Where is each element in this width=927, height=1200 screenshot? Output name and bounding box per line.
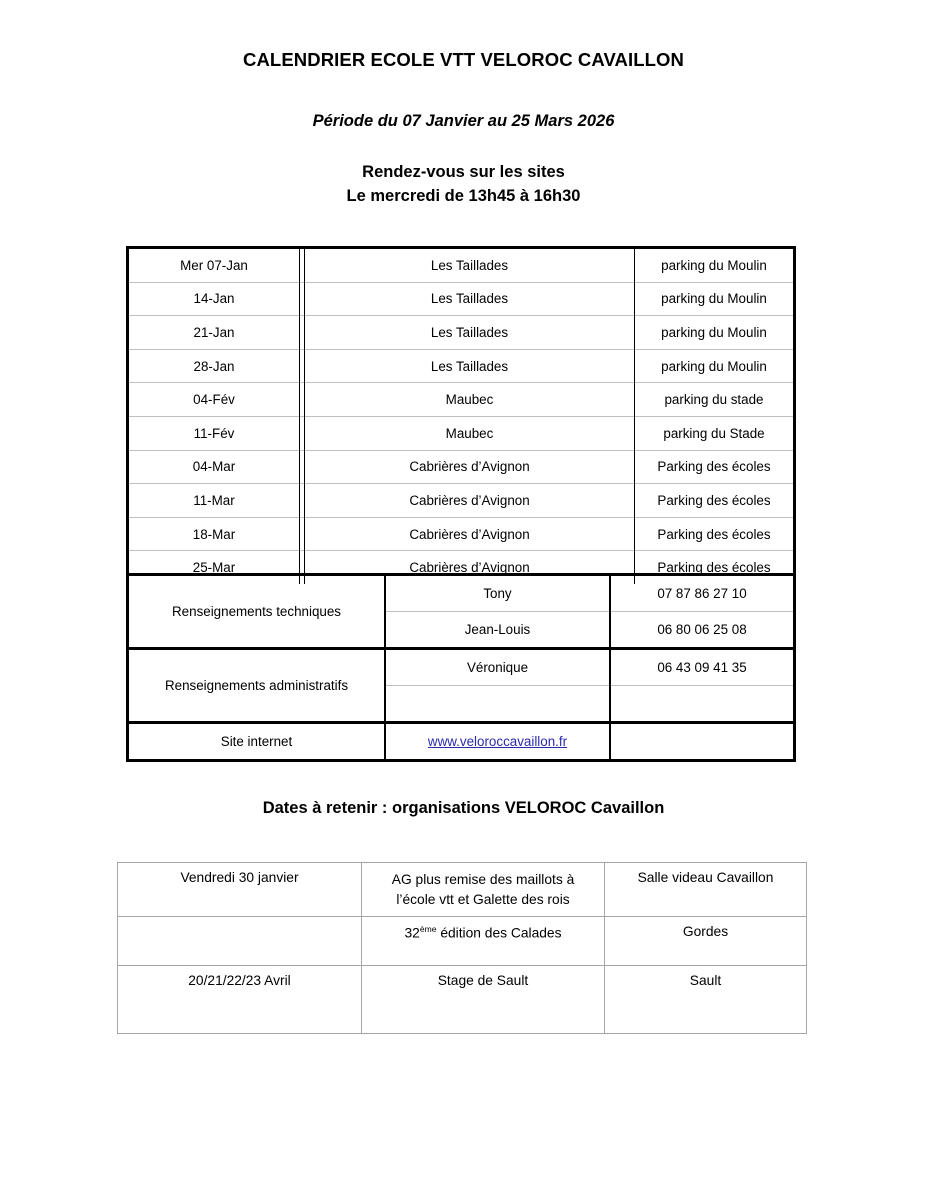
schedule-parking: Parking des écoles [635, 517, 794, 551]
schedule-place: Les Taillades [305, 282, 635, 316]
website-label: Site internet [129, 723, 385, 760]
contacts-technical-label: Renseignements techniques [129, 576, 385, 649]
table-row [129, 349, 793, 383]
meeting-info [0, 160, 927, 209]
event-description: Stage de Sault [362, 966, 605, 1034]
contact-name: Tony [385, 576, 610, 612]
contact-phone: 07 87 86 27 10 [657, 586, 747, 601]
schedule-table [129, 249, 793, 584]
table-row [129, 249, 793, 282]
schedule-parking: Parking des écoles [635, 450, 794, 484]
schedule-place: Maubec [305, 383, 635, 417]
schedule-parking: parking du Moulin [635, 282, 794, 316]
table-row [129, 383, 793, 417]
table-row [118, 863, 807, 917]
meeting-line-1: Rendez-vous sur les sites [362, 163, 565, 181]
events-heading: Dates à retenir : organisations VELOROC Cavaillon [262, 799, 665, 817]
table-row [118, 917, 807, 966]
event-date [118, 917, 362, 966]
page-title: CALENDRIER ECOLE VTT VELOROC CAVAILLON [243, 49, 684, 70]
schedule-date: 04-Mar [129, 450, 300, 484]
schedule-place: Cabrières d’Avignon [305, 484, 635, 518]
contacts-table-container [126, 573, 796, 762]
website-link[interactable]: www.veloroccavaillon.fr [427, 734, 568, 749]
schedule-parking: parking du Moulin [635, 349, 794, 383]
table-row [129, 517, 793, 551]
schedule-date: 21-Jan [129, 316, 300, 350]
event-location: Sault [605, 966, 807, 1034]
schedule-place: Cabrières d’Avignon [305, 517, 635, 551]
schedule-place: Cabrières d’Avignon [305, 551, 635, 584]
event-description [362, 863, 605, 917]
table-row [129, 316, 793, 350]
schedule-date: 11-Mar [129, 484, 300, 518]
event-date: 20/21/22/23 Avril [118, 966, 362, 1034]
contact-name [385, 686, 610, 723]
website-empty-cell [610, 723, 793, 760]
period-subtitle: Période du 07 Janvier au 25 Mars 2026 [312, 112, 615, 130]
schedule-date: 14-Jan [129, 282, 300, 316]
table-row [129, 416, 793, 450]
schedule-parking: parking du stade [635, 383, 794, 417]
contacts-table [129, 576, 793, 759]
schedule-parking: parking du Moulin [635, 316, 794, 350]
schedule-place: Les Taillades [305, 316, 635, 350]
table-row [129, 723, 793, 760]
contact-phone [610, 686, 793, 723]
table-row [129, 282, 793, 316]
events-table [117, 862, 807, 1034]
contact-name: Jean-Louis [385, 612, 610, 649]
schedule-parking: parking du Stade [635, 416, 794, 450]
meeting-line-2: Le mercredi de 13h45 à 16h30 [346, 187, 581, 206]
event-edition-number: 32 [404, 925, 420, 941]
schedule-place: Les Taillades [305, 249, 635, 282]
schedule-date: 25-Mar [129, 551, 300, 584]
table-row [118, 966, 807, 1034]
schedule-place: Maubec [305, 416, 635, 450]
schedule-date: 04-Fév [129, 383, 300, 417]
event-location: Salle videau Cavaillon [605, 863, 807, 917]
table-row [129, 484, 793, 518]
schedule-date: 11-Fév [129, 416, 300, 450]
schedule-parking: Parking des écoles [635, 551, 794, 584]
contact-name: Véronique [385, 649, 610, 686]
contact-phone: 06 43 09 41 35 [610, 649, 793, 686]
event-location: Gordes [605, 917, 807, 966]
schedule-date: 18-Mar [129, 517, 300, 551]
event-description-line-1: AG plus remise des maillots à [391, 872, 575, 887]
schedule-date: Mer 07-Jan [129, 249, 300, 282]
schedule-parking: parking du Moulin [661, 257, 767, 273]
event-date: Vendredi 30 janvier [118, 863, 362, 917]
event-description [362, 917, 605, 966]
schedule-date: 28-Jan [129, 349, 300, 383]
contacts-administrative-label: Renseignements administratifs [129, 649, 385, 723]
website-link-cell[interactable] [385, 723, 610, 760]
events-table-container [117, 862, 807, 1034]
table-row [129, 576, 793, 612]
event-description-line-2: l’école vtt et Galette des rois [396, 892, 570, 907]
table-row [129, 450, 793, 484]
event-edition-ordinal: ème [419, 924, 437, 934]
contact-phone: 06 80 06 25 08 [610, 612, 793, 649]
schedule-parking: Parking des écoles [635, 484, 794, 518]
table-row [129, 649, 793, 686]
schedule-place: Cabrières d’Avignon [305, 450, 635, 484]
schedule-table-container [126, 246, 796, 584]
schedule-place: Les Taillades [305, 349, 635, 383]
event-edition-text: édition des Calades [436, 925, 562, 941]
